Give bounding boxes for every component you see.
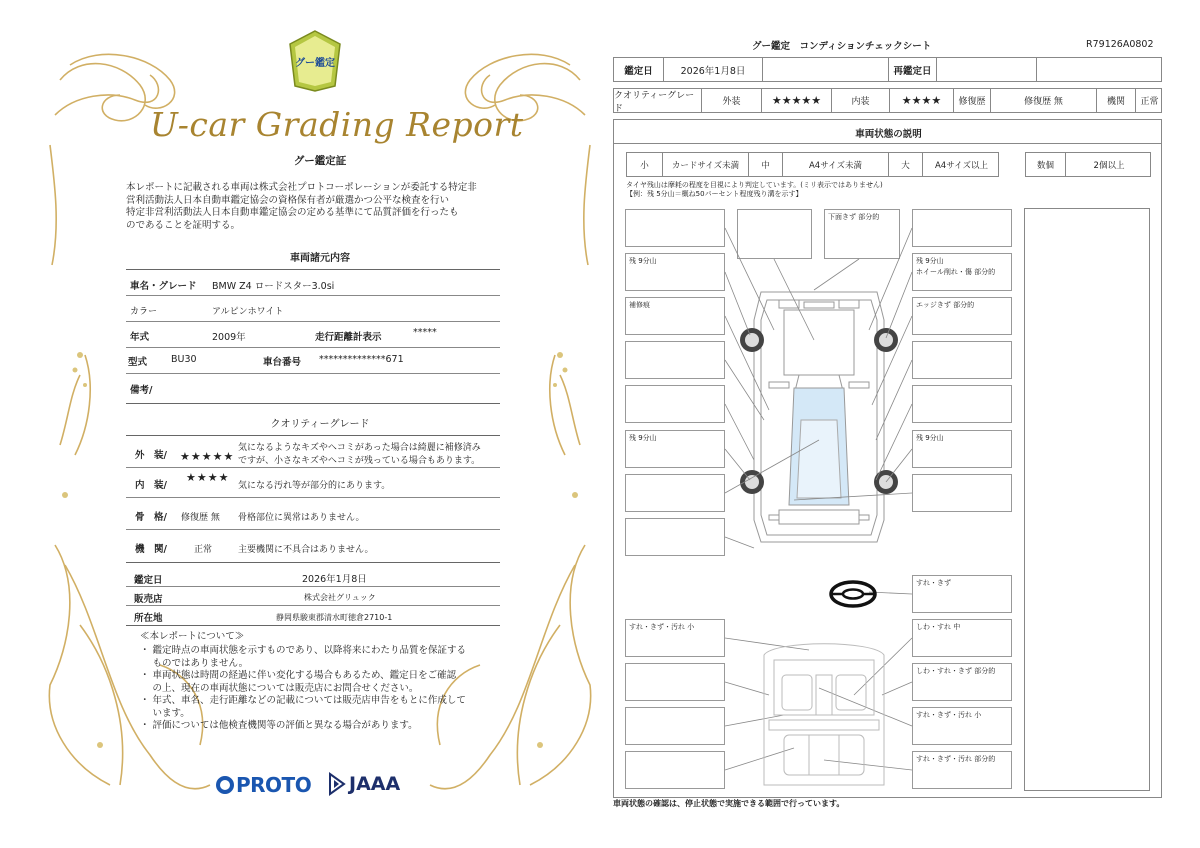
- badge-text: グー鑑定: [295, 58, 335, 69]
- quality-label: クオリティーグレード: [614, 89, 702, 112]
- label-int-r1: しわ・すれ 中: [912, 619, 1012, 657]
- jaaa-mark-icon: [328, 772, 346, 796]
- label-underbody: 下面きず 部分的: [824, 209, 900, 259]
- grade-engine-label: 機 関/: [135, 544, 167, 555]
- size-legend: 小 カードサイズ未満 中 A4サイズ未満 大 A4サイズ以上: [626, 152, 999, 177]
- spec-section-title: 車両諸元内容: [290, 253, 350, 264]
- grade-frame-desc: 骨格部位に異常はありません。: [238, 513, 365, 523]
- spec-year-value: 2009年: [212, 332, 246, 343]
- info-shop-label: 販売店: [134, 594, 163, 605]
- certificate-panel: グー鑑定 U-car Grading Report グー鑑定証 本レポートに記載される車両は株式会社プロトコーポレーションが委託する特定非 営利活動法人日本自動車鑑定協会の資格保有者が厳選かつ公平な検査を行い 特定非営利活動法人日本自動車鑑定協会の定める基準にて品質評価を行ったも のであることを証明する。 車両諸元内容 車名・グレード BMW Z4 ロードスター3.0si カラー アルピンホワイト 年式 2009年 走行距離計表示 ***** 型式 BU30 車台番号 **************671 備考/ クオリティーグレード 外 装/ ★★★★★ 気になるようなキズやヘコミがあった場合は綺麗に補修済み ですが、小さなキズやヘコミが残っている場合もあります。 内 装/ ★★★★ 気になる汚れ等が部分的にあります。 骨 格/ 修復歴 無 骨格部位に異常はありません。 機 関/ 正常 主要機関に不具合はありません。 鑑定日 2026年1月8日 販売店 株式会社グリュック 所在地 静岡県駿東郡清水町徳倉2710-1 ≪本レポートについて≫ ・ 鑑定時点の車両状態を示すものであり、以降将来にわたり品質を保証する ものではありません。 ・ 車両状態は時間の経過に伴い変化する場合もあるため、鑑定日をご確認 の上、現在の車両状態については販売店にお問合せください。 ・ 年式、車名、走行距離などの記載については販売店申告をもとに作成して います。 ・ 評価については他検査機関等の評価と異なる場合があります。 PROTO JAAA: [40, 25, 600, 825]
- tire-note-2: 【例：残 5分山＝概ね50パーセント程度残り溝を示す】: [626, 190, 803, 198]
- info-address-label: 所在地: [134, 613, 163, 624]
- label-left-repair: 補修痕: [625, 297, 725, 335]
- label-steering: すれ・きず: [912, 575, 1012, 613]
- sheet-title: グー鑑定 コンディションチェックシート: [752, 41, 932, 52]
- grade-exterior-desc-2: ですが、小さなキズやヘコミが残っている場合もあります。: [238, 456, 481, 466]
- cert-title: グー鑑定証: [293, 155, 347, 167]
- label-int-left: すれ・きず・汚れ 小: [625, 619, 725, 657]
- grade-section-title: クオリティーグレード: [270, 419, 370, 430]
- label-lr-tire: 残 9分山: [625, 430, 725, 468]
- repair-value: 修復歴 無: [991, 89, 1097, 112]
- section-title: 車両状態の説明: [855, 129, 922, 140]
- grade-interior-desc: 気になる汚れ等が部分的にあります。: [238, 481, 391, 491]
- grade-interior-label: 内 装/: [135, 480, 167, 491]
- report-title: U-car Grading Report: [150, 105, 524, 144]
- info-address-value: 静岡県駿東郡清水町徳倉2710-1: [276, 613, 393, 622]
- grade-frame-value: 修復歴 無: [181, 513, 220, 523]
- spec-name-value: BMW Z4 ロードスター3.0si: [212, 281, 335, 292]
- spec-color-value: アルピンホワイト: [212, 307, 284, 317]
- ext-label: 外装: [702, 89, 762, 112]
- goo-kantei-badge: [288, 30, 342, 92]
- info-date-label: 鑑定日: [134, 575, 163, 586]
- redate-value: [937, 58, 1037, 81]
- ext-value: ★★★★★: [762, 89, 832, 112]
- int-label: 内装: [832, 89, 890, 112]
- jaaa-logo: JAAA: [328, 770, 400, 798]
- redate-empty: [1037, 58, 1163, 81]
- spec-color-label: カラー: [130, 307, 158, 317]
- count-legend: 数個 2個以上: [1025, 152, 1151, 177]
- spec-model-value: BU30: [171, 354, 197, 365]
- spec-year-label: 年式: [130, 332, 150, 343]
- spec-chassis-label: 車台番号: [263, 357, 302, 368]
- info-date-value: 2026年1月8日: [302, 574, 367, 585]
- steering-wheel-icon: [829, 580, 877, 608]
- sheet-id: R79126A0802: [1086, 39, 1154, 50]
- date-label: 鑑定日: [614, 58, 664, 81]
- footer-note: 車両状態の確認は、停止状態で実施できる範囲で行っています。: [613, 799, 845, 808]
- grade-engine-value: 正常: [194, 545, 213, 555]
- grade-interior-stars: ★★★★: [186, 471, 230, 484]
- label-int-r3: すれ・きず・汚れ 小: [912, 707, 1012, 745]
- label-rr-tire: 残 9分山: [912, 430, 1012, 468]
- int-value: ★★★★: [890, 89, 954, 112]
- proto-mark-icon: [216, 776, 234, 794]
- condition-section: [613, 119, 1162, 798]
- date-value: 2026年1月8日: [664, 58, 763, 81]
- label-rf-tire: 残 9分山 ホイール削れ・傷 部分的: [912, 253, 1012, 291]
- spec-mileage-value: *****: [413, 327, 437, 338]
- spec-mileage-label: 走行距離計表示: [315, 332, 382, 343]
- label-int-r4: すれ・きず・汚れ 部分的: [912, 751, 1012, 789]
- info-shop-value: 株式会社グリュック: [304, 593, 376, 602]
- engine-value: 正常: [1140, 97, 1159, 107]
- repair-label: 修復歴: [954, 89, 991, 112]
- date-empty: [763, 58, 889, 81]
- tire-note-1: タイヤ残山は摩耗の程度を目視により判定しています。(ミリ表示ではありません): [626, 181, 883, 189]
- label-int-r2: しわ・すれ・きず 部分的: [912, 663, 1012, 701]
- quality-row: [613, 88, 1162, 113]
- grade-frame-label: 骨 格/: [135, 512, 167, 523]
- grade-exterior-stars: ★★★★★: [180, 450, 235, 463]
- grade-exterior-desc-1: 気になるようなキズやヘコミがあった場合は綺麗に補修済み: [238, 443, 481, 453]
- interior-diagram: [754, 635, 894, 795]
- grade-exterior-label: 外 装/: [135, 450, 167, 461]
- spec-chassis-value: **************671: [319, 354, 404, 365]
- spec-name-label: 車名・グレード: [130, 281, 197, 292]
- label-right-edge: エッジきず 部分的: [912, 297, 1012, 335]
- notes-title: ≪本レポートについて≫: [140, 631, 245, 642]
- redate-label: 再鑑定日: [889, 58, 937, 81]
- grade-engine-desc: 主要機関に不具合はありません。: [238, 545, 374, 555]
- spec-model-label: 型式: [128, 357, 148, 368]
- spec-remarks-label: 備考/: [130, 385, 153, 396]
- label-lf-tire: 残 9分山: [625, 253, 725, 291]
- proto-logo: PROTO: [216, 772, 311, 798]
- date-row: [613, 57, 1162, 82]
- engine-label: 機関: [1097, 89, 1136, 112]
